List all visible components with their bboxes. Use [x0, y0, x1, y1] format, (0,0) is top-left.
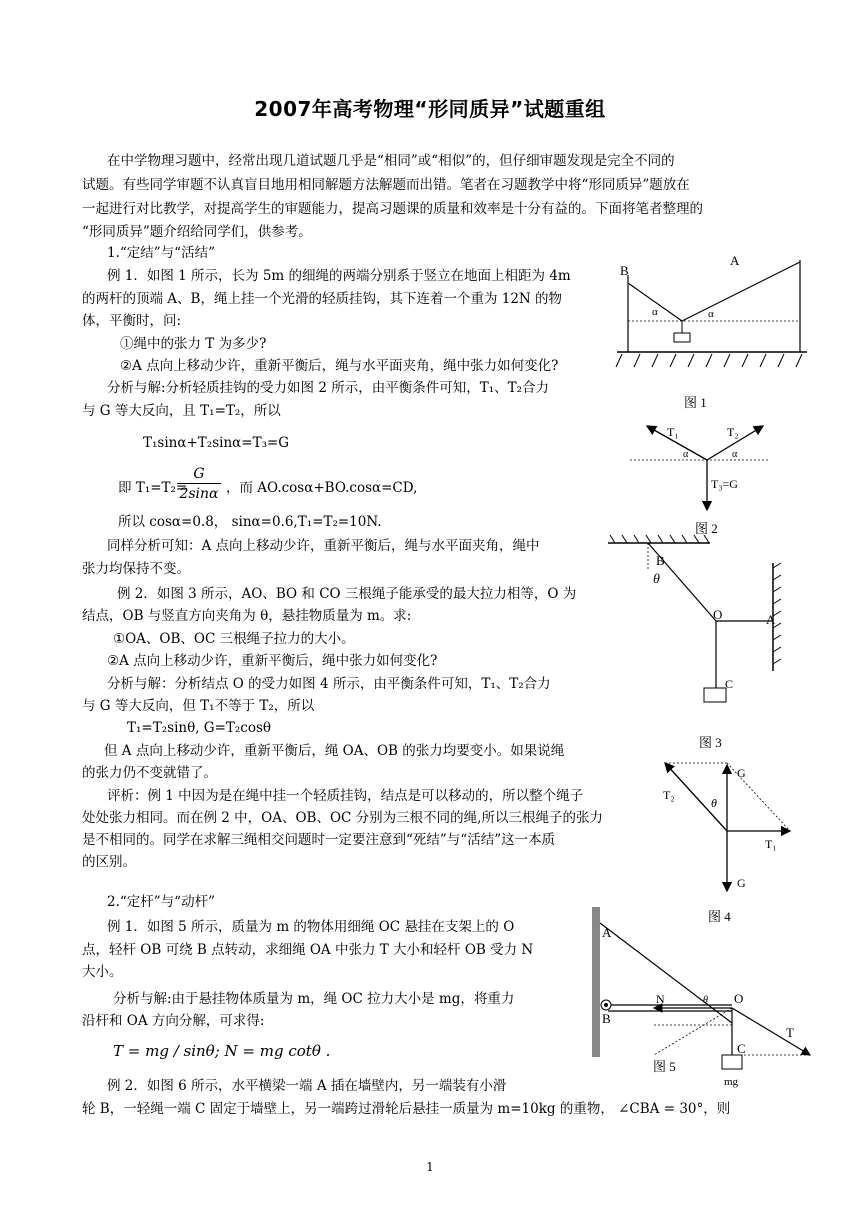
fig3-label-a: A: [766, 612, 776, 627]
section-heading: 1.“定结”与“活结”: [107, 245, 215, 261]
fig4-label-t2: T₂: [663, 788, 675, 802]
figure-2-caption: 图 2: [695, 521, 718, 536]
figure-1-diagram: [612, 255, 812, 415]
figure-1-caption: 图 1: [684, 395, 707, 410]
fig3-angle-theta: θ: [653, 572, 660, 587]
figure-5-caption: 图 5: [653, 1059, 676, 1074]
paragraph-line: 点，轻杆 OB 可绕 B 点转动，求细绳 OA 中张力 T 大小和轻杆 OB 受力 N: [82, 942, 534, 958]
equation: T₁sinα+T₂sinα=T₃=G: [143, 435, 290, 451]
paragraph-line: 大小。: [82, 964, 123, 980]
fig4-label-g-top: G: [737, 766, 746, 780]
fraction-numerator: G: [177, 465, 221, 484]
page-title: 2007年高考物理“形同质异”试题重组: [254, 97, 606, 121]
equation: 即 T₁=T₂=: [118, 480, 188, 496]
paragraph-line: 同样分析可知：A 点向上移动少许，重新平衡后，绳与水平面夹角，绳中: [107, 538, 540, 554]
fig5-label-b: B: [602, 1011, 611, 1026]
fig2-label-t3: T₃=G: [711, 477, 738, 491]
fraction-denominator: 2sinα: [179, 486, 219, 502]
equation: T = mg / sinθ; N = mg cotθ .: [113, 1042, 331, 1060]
figure-3-caption: 图 3: [699, 735, 722, 750]
fig5-label-n: N: [656, 992, 665, 1006]
figure-4-diagram: [655, 757, 795, 897]
fig4-label-t1: T₁: [765, 837, 777, 851]
figure-4-caption: 图 4: [708, 909, 731, 924]
fig2-label-t2: T₂: [727, 425, 739, 439]
paragraph-line: 的两杆的顶端 A、B，绳上挂一个光滑的轻质挂钩，其下连着一个重为 12N 的物: [82, 291, 563, 307]
fig1-label-b: B: [620, 263, 629, 278]
fig5-label-t: T: [786, 1025, 794, 1040]
equation: ，而 AO.cosα+BO.cosα=CD,: [226, 480, 418, 496]
paragraph-line: 沿杆和 OA 方向分解，可求得:: [82, 1013, 265, 1029]
paragraph-line: 例 1．如图 5 所示，质量为 m 的物体用细绳 OC 悬挂在支架上的 O: [107, 919, 515, 935]
paragraph-line: 分析与解:分析轻质挂钩的受力如图 2 所示，由平衡条件可知，T₁、T₂合力: [107, 380, 550, 396]
fig3-label-o: O: [713, 607, 723, 622]
paragraph-line: 的区别。: [82, 854, 136, 870]
paragraph-line: 分析与解:由于悬挂物体质量为 m，绳 OC 拉力大小是 mg，将重力: [113, 991, 515, 1007]
fraction: [177, 465, 221, 504]
paragraph-line: 试题。有些同学审题不认真盲目地用相同解题方法解题而出错。笔者在习题教学中将“形同质异”题放在: [82, 177, 690, 193]
fig5-label-a: A: [602, 925, 612, 940]
fig2-label-t1: T₁: [667, 425, 679, 439]
paragraph-line: 但 A 点向上移动少许，重新平衡后，绳 OA、OB 的张力均要变小。如果说绳: [104, 743, 565, 759]
paragraph-line: 例 2．如图 3 所示，AO、BO 和 CO 三根绳子能承受的最大拉力相等，O 为: [117, 586, 577, 602]
fig2-angle-left: α: [683, 449, 689, 460]
paragraph-line: 例 1．如图 1 所示，长为 5m 的细绳的两端分别系于竖立在地面上相距为 4m: [107, 268, 571, 284]
fig3-label-c: C: [725, 677, 734, 691]
paragraph-line: 处处张力相同。而在例 2 中，OA、OB、OC 分别为三根不同的绳,所以三根绳子的张力: [82, 810, 603, 826]
paragraph-line: “形同质异”题介绍给同学们，供参考。: [82, 224, 312, 240]
paragraph-line: ②A 点向上移动少许，重新平衡后，绳与水平面夹角，绳中张力如何变化?: [120, 358, 559, 374]
equation: 所以 cosα=0.8， sinα=0.6,T₁=T₂=10N.: [118, 514, 382, 530]
paragraph-line: 评析：例 1 中因为是在绳中挂一个轻质挂钩，结点是可以移动的，所以整个绳子: [107, 788, 584, 804]
paragraph-line: ①绳中的张力 T 为多少?: [120, 336, 267, 352]
page-number: 1: [426, 1160, 434, 1174]
fig4-angle-theta: θ: [711, 796, 717, 810]
paragraph-line: 的张力仍不变就错了。: [82, 765, 217, 781]
paragraph-line: 在中学物理习题中，经常出现几道试题几乎是“相同”或“相似”的，但仔细审题发现是完全不同的: [107, 153, 675, 169]
equation: T₁=T₂sinθ, G=T₂cosθ: [127, 720, 272, 736]
fig5-label-mg: mg: [724, 1076, 739, 1088]
fig1-angle-left: α: [652, 306, 658, 318]
paragraph-line: 一起进行对比教学，对提高学生的审题能力，提高习题课的质量和效率是十分有益的。下面将笔者整理的: [82, 201, 703, 217]
fig5-label-c: C: [737, 1041, 746, 1056]
paragraph-line: 与 G 等大反向，但 T₁不等于 T₂，所以: [82, 698, 315, 714]
paragraph-line: 轮 B，一轻绳一端 C 固定于墙壁上，另一端跨过滑轮后悬挂一质量为 m=10kg 的重物， ∠CBA = 30°，则: [82, 1101, 731, 1117]
figure-3-diagram: [603, 533, 793, 708]
figure-5-diagram: [592, 905, 822, 1090]
paragraph-line: 张力均保持不变。: [82, 561, 190, 577]
fig4-label-g-bottom: G: [737, 876, 746, 890]
section-heading: 2.“定杆”与“动杆”: [107, 894, 215, 910]
figure-2-diagram: [625, 418, 775, 518]
paragraph-line: 例 2．如图 6 所示，水平横梁一端 A 插在墙壁内，另一端装有小滑: [107, 1078, 507, 1094]
paragraph-line: 是不相同的。同学在求解三绳相交问题时一定要注意到“死结”与“活结”这一本质: [82, 832, 556, 848]
paragraph-line: 体，平衡时，问:: [82, 313, 182, 329]
paragraph-line: 与 G 等大反向，且 T₁=T₂，所以: [82, 403, 281, 419]
paragraph-line: 分析与解：分析结点 O 的受力如图 4 所示，由平衡条件可知，T₁、T₂合力: [107, 676, 551, 692]
fig1-label-a: A: [730, 255, 740, 268]
fig5-label-o: O: [734, 991, 744, 1006]
paragraph-line: 结点，OB 与竖直方向夹角为 θ，悬挂物质量为 m。求:: [82, 608, 412, 624]
fig1-angle-right: α: [708, 308, 714, 320]
paragraph-line: ①OA、OB、OC 三根绳子拉力的大小。: [113, 631, 355, 647]
fig2-angle-right: α: [732, 449, 738, 460]
fig5-angle-theta: θ: [703, 995, 708, 1006]
paragraph-line: ②A 点向上移动少许，重新平衡后，绳中张力如何变化?: [107, 653, 438, 669]
fig3-label-b: B: [656, 553, 665, 568]
